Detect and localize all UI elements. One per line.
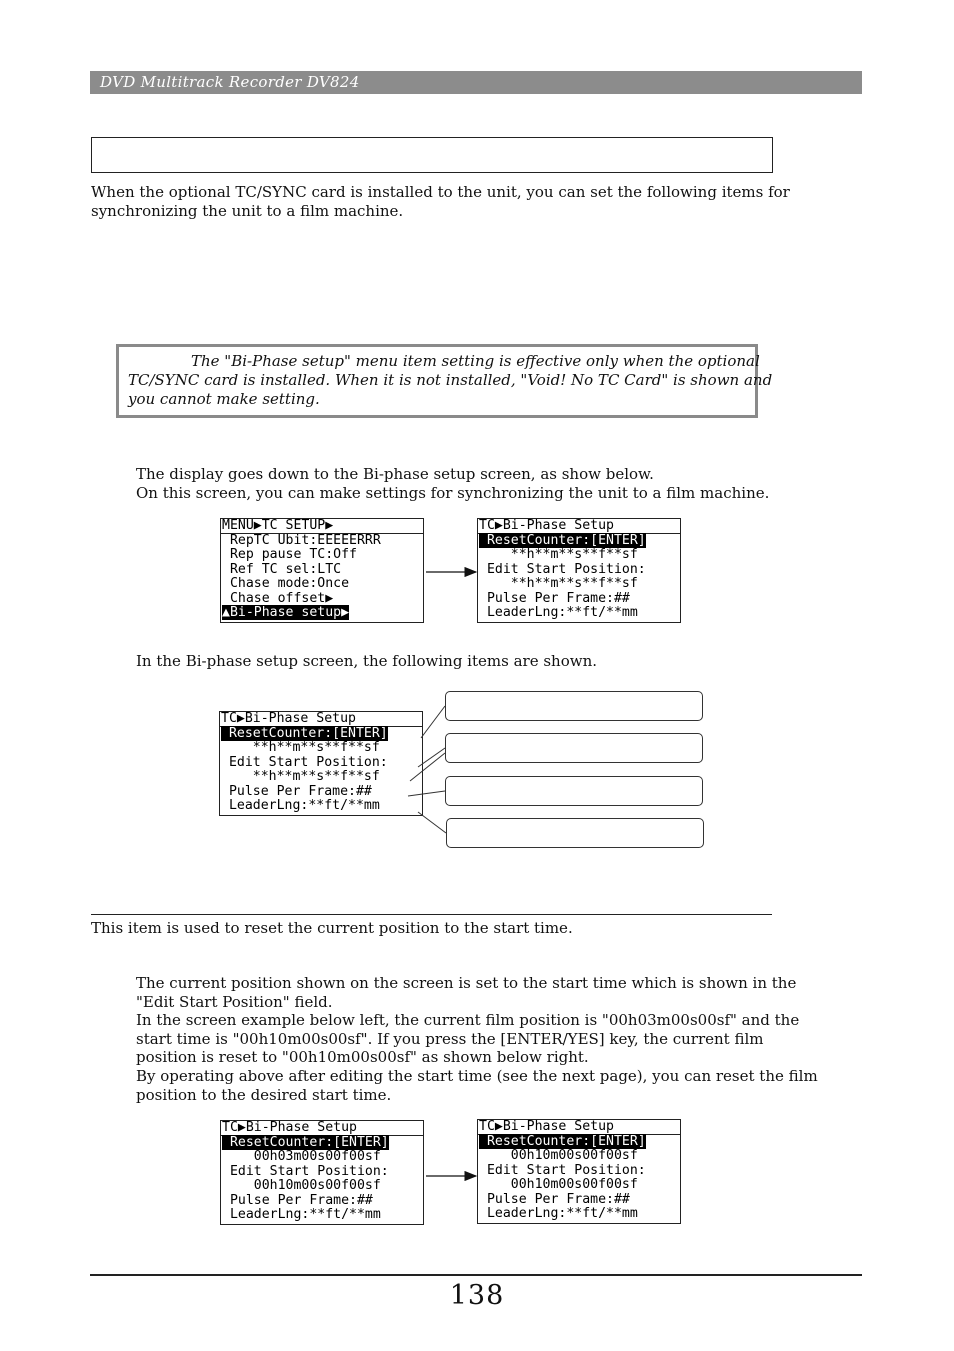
lcd-title: TC▶Bi-Phase Setup xyxy=(220,712,422,727)
lcd-title: MENU▶TC SETUP▶ xyxy=(221,519,423,534)
reset-line: In the screen example below left, the current film position is "00h03m00s00sf" and the xyxy=(136,1011,800,1030)
reset-line: The current position shown on the screen is set to the start time which is shown in the xyxy=(136,974,797,992)
callout-box xyxy=(445,776,703,806)
lcd-selected-item: ResetCounter:[ENTER] xyxy=(222,1134,389,1150)
lcd-line: **h**m**s**f**sf xyxy=(479,547,638,562)
lcd-line: Pulse Per Frame:## xyxy=(222,1192,373,1208)
lcd-line: **h**m**s**f**sf xyxy=(221,740,380,755)
reset-line: By operating above after editing the start time (see the next page), you can reset the film xyxy=(136,1066,818,1085)
items-shown-text: In the Bi-phase setup screen, the following items are shown. xyxy=(136,652,597,670)
lcd-line: Pulse Per Frame:## xyxy=(479,590,630,606)
note-text xyxy=(128,352,772,409)
intro-line: synchronizing the unit to a film machine. xyxy=(91,201,404,220)
lcd-line: RepTC Ubit:EEEEERRR xyxy=(222,532,381,548)
lcd-line: 00h10m00s00f00sf xyxy=(479,1148,638,1163)
page-number: 138 xyxy=(449,1280,505,1311)
lcd-line: LeaderLng:**ft/**mm xyxy=(479,605,638,620)
header-title: DVD Multitrack Recorder DV824 xyxy=(100,73,360,91)
lcd-line: Edit Start Position: xyxy=(221,754,388,770)
lcd-selected-item: ResetCounter:[ENTER] xyxy=(479,532,646,548)
section-text: This item is used to reset the current position to the start time. xyxy=(91,919,573,937)
lcd-title: TC▶Bi-Phase Setup xyxy=(221,1121,423,1136)
reset-line: position is reset to "00h10m00s00sf" as shown below right. xyxy=(136,1048,589,1067)
reset-line: "Edit Start Position" field. xyxy=(136,992,333,1011)
lcd-line: 00h10m00s00f00sf xyxy=(222,1178,381,1193)
section-rule xyxy=(91,914,772,915)
callout-line xyxy=(421,706,445,738)
lcd-line: 00h03m00s00f00sf xyxy=(222,1149,381,1164)
lcd-line: **h**m**s**f**sf xyxy=(479,576,638,591)
lcd-before-reset xyxy=(220,1120,424,1225)
lcd-title: TC▶Bi-Phase Setup xyxy=(478,1120,680,1135)
footer-rule xyxy=(90,1274,862,1276)
lcd-line: LeaderLng:**ft/**mm xyxy=(221,798,380,813)
step-line: The display goes down to the Bi-phase setup screen, as show below. xyxy=(136,465,654,483)
section-title-box xyxy=(91,137,773,173)
lcd-line: **h**m**s**f**sf xyxy=(221,769,380,784)
lcd-biphase-setup-callout xyxy=(219,711,423,816)
lcd-line: Edit Start Position: xyxy=(479,1162,646,1178)
intro-line: When the optional TC/SYNC card is installed to the unit, you can set the following items for xyxy=(91,183,790,201)
lcd-selected-item: ResetCounter:[ENTER] xyxy=(479,1133,646,1149)
intro-text xyxy=(91,183,790,220)
lcd-line: Edit Start Position: xyxy=(479,561,646,577)
reset-line: start time is "00h10m00s00sf". If you press the [ENTER/YES] key, the current film xyxy=(136,1029,764,1048)
lcd-after-reset xyxy=(477,1119,681,1224)
lcd-line: Chase mode:Once xyxy=(222,576,350,591)
callout-box xyxy=(445,691,703,721)
note-line: The "Bi-Phase setup" menu item setting is effective only when the optional xyxy=(191,352,760,370)
lcd-title: TC▶Bi-Phase Setup xyxy=(478,519,680,534)
lcd-line: LeaderLng:**ft/**mm xyxy=(222,1207,381,1222)
step-display-text xyxy=(136,465,769,502)
lcd-selected-item: ▲Bi-Phase setup▶ xyxy=(222,605,350,620)
lcd-line: Chase offset▶ xyxy=(222,590,334,606)
lcd-line: Ref TC sel:LTC xyxy=(222,561,342,577)
reset-description xyxy=(136,974,818,1104)
reset-line: position to the desired start time. xyxy=(136,1085,392,1104)
lcd-selected-item: ResetCounter:[ENTER] xyxy=(221,725,388,741)
lcd-line: Rep pause TC:Off xyxy=(222,547,357,562)
lcd-line: Pulse Per Frame:## xyxy=(221,783,372,799)
callout-box xyxy=(445,733,703,763)
step-line: On this screen, you can make settings for synchronizing the unit to a film machine. xyxy=(136,483,770,502)
lcd-line: 00h10m00s00f00sf xyxy=(479,1177,638,1192)
lcd-line: LeaderLng:**ft/**mm xyxy=(479,1206,638,1221)
lcd-line: Pulse Per Frame:## xyxy=(479,1191,630,1207)
lcd-biphase-setup xyxy=(477,518,681,623)
callout-box xyxy=(446,818,704,848)
lcd-menu-tc-setup xyxy=(220,518,424,623)
note-line: you cannot make setting. xyxy=(128,390,320,408)
note-line: TC/SYNC card is installed. When it is not installed, "Void! No TC Card" is shown and xyxy=(128,371,773,389)
lcd-line: Edit Start Position: xyxy=(222,1163,389,1179)
